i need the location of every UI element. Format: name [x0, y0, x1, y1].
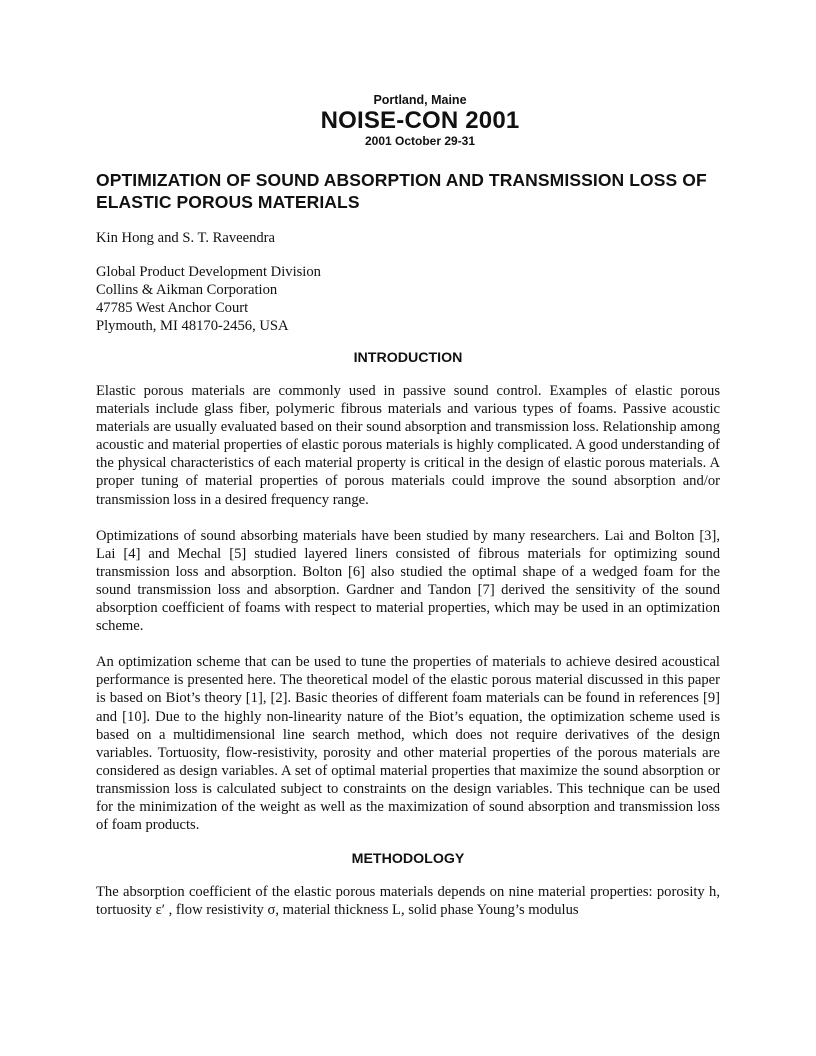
affiliation-block [96, 263, 720, 335]
introduction-paragraph: Elastic porous materials are commonly used in passive sound control. Examples of elastic porous materials include glass fiber, polymeric fibrous materials and various types of foams. Passive acoustic materials are usually evaluated based on their sound absorption and transmission loss. Relationship among acoustic and material properties of elastic porous materials is highly complicated. A good understanding of the physical characteristics of each material property is critical in the design of elastic porous materials. A proper tuning of material properties of porous materials could improve the sound absorption and/or transmission loss in a desired frequency range. [96, 383, 720, 508]
introduction-paragraph: Optimizations of sound absorbing materials have been studied by many researchers. Lai and Bolton [3], Lai [4] and Mechal [5] studied layered liners consisted of fibrous materials for optimizing sound transmission loss and absorption. Bolton [6] also studied the optimal shape of a wedged foam for the sound transmission loss and absorption. Gardner and Tandon [7] derived the sensitivity of the sound absorption coefficient of foams with respect to material properties, which may be used in an optimization scheme. [96, 527, 720, 635]
section-heading-methodology: METHODOLOGY [351, 851, 465, 868]
paper-title: OPTIMIZATION OF SOUND ABSORPTION AND TRANSMISSION LOSS OF ELASTIC POROUS MATERIALS [96, 170, 707, 212]
paper-page [96, 92, 720, 919]
affiliation-line: Global Product Development Division [96, 264, 321, 280]
conference-dates: 2001 October 29-31 [364, 134, 476, 148]
authors: Kin Hong and S. T. Raveendra [96, 230, 276, 246]
affiliation-line: Collins & Aikman Corporation [96, 282, 278, 298]
conference-name: NOISE-CON 2001 [320, 107, 520, 134]
conference-location: Portland, Maine [373, 93, 467, 107]
methodology-paragraph: The absorption coefficient of the elastic porous materials depends on nine material properties: porosity h, tortuosity ε′ , flow resistivity σ, material thickness L, solid phase Young’s modulus [96, 884, 720, 919]
section-heading-introduction: INTRODUCTION [353, 350, 463, 366]
introduction-paragraph: An optimization scheme that can be used to tune the properties of materials to achieve desired acoustical performance is presented here. The theoretical model of the elastic porous material discussed in this paper is based on Biot’s theory [1], [2]. Basic theories of different foam materials can be found in references [9] and [10]. Due to the highly non-linearity nature of the Biot’s equation, the optimization scheme used is based on a multidimensional line search method, which does not require derivatives of the design variables. Tortuosity, flow-resistivity, porosity and other material properties of the porous materials are considered as design variables. A set of optimal material properties that maximize the sound absorption or transmission loss is calculated subject to constraints on the design variables. This technique can be used for the minimization of the weight as well as the maximization of sound absorption and transmission loss of foam products. [96, 654, 720, 834]
affiliation-line: Plymouth, MI 48170-2456, USA [96, 318, 289, 334]
affiliation-line: 47785 West Anchor Court [96, 300, 249, 316]
